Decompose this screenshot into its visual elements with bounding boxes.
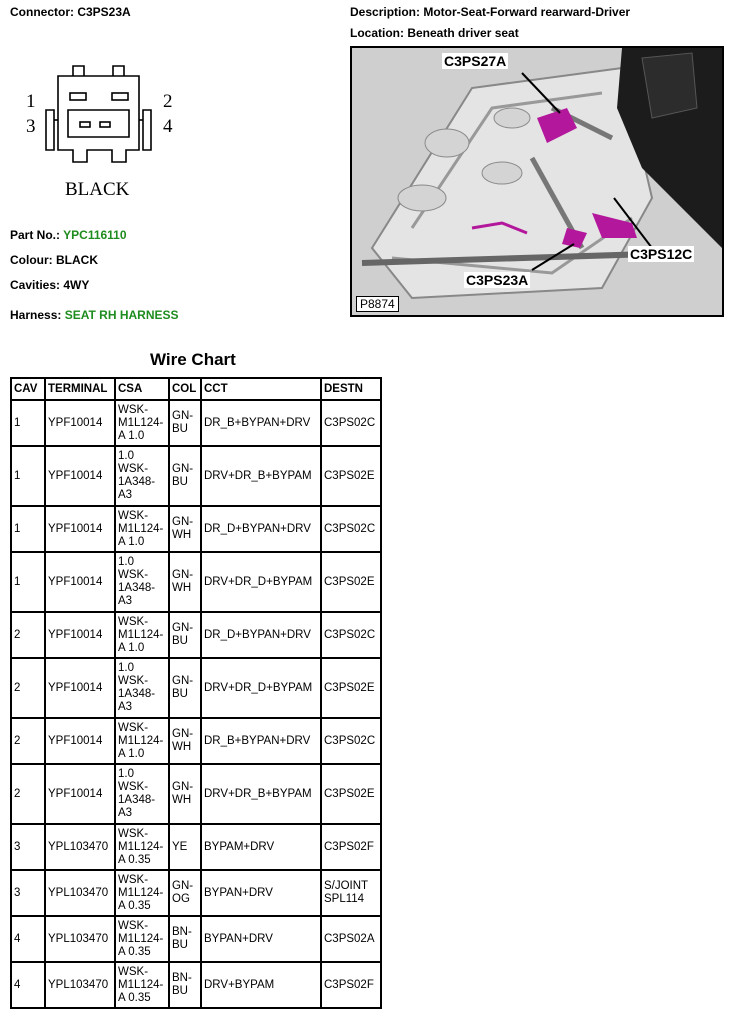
cell-destn: C3PS02E xyxy=(321,446,381,506)
harness-value: SEAT RH HARNESS xyxy=(64,308,179,322)
wire-chart-table xyxy=(10,377,382,1009)
cell-csa: WSK- M1L124- A 1.0 xyxy=(115,612,169,658)
cell-col: GN- WH xyxy=(169,552,201,612)
header-cav: CAV xyxy=(11,378,45,400)
cell-destn: C3PS02F xyxy=(321,962,381,1008)
cell-col: GN- BU xyxy=(169,658,201,718)
header-destn: DESTN xyxy=(321,378,381,400)
table-row xyxy=(11,612,381,658)
cell-cav: 1 xyxy=(11,506,45,552)
table-row xyxy=(11,506,381,552)
cell-csa: 1.0 WSK- 1A348- A3 xyxy=(115,764,169,824)
cell-terminal: YPL103470 xyxy=(45,962,115,1008)
cell-terminal: YPL103470 xyxy=(45,824,115,870)
cell-csa: WSK- M1L124- A 1.0 xyxy=(115,506,169,552)
cell-cav: 2 xyxy=(11,718,45,764)
harness: Harness: SEAT RH HARNESS xyxy=(10,308,179,322)
table-row xyxy=(11,446,381,506)
cell-destn: C3PS02C xyxy=(321,718,381,764)
header-terminal: TERMINAL xyxy=(45,378,115,400)
seat-frame-drawing xyxy=(352,48,722,315)
cell-csa: 1.0 WSK- 1A348- A3 xyxy=(115,446,169,506)
cell-col: GN- WH xyxy=(169,764,201,824)
cell-csa: WSK- M1L124- A 1.0 xyxy=(115,718,169,764)
table-row xyxy=(11,962,381,1008)
cell-destn: C3PS02E xyxy=(321,552,381,612)
cell-cct: DRV+DR_B+BYPAM xyxy=(201,446,321,506)
table-row xyxy=(11,658,381,718)
cell-terminal: YPF10014 xyxy=(45,400,115,446)
connector-color-label: BLACK xyxy=(65,179,130,200)
cell-cct: DR_B+BYPAN+DRV xyxy=(201,400,321,446)
cell-cct: DRV+DR_D+BYPAM xyxy=(201,552,321,612)
cell-destn: C3PS02A xyxy=(321,916,381,962)
cell-cct: BYPAM+DRV xyxy=(201,824,321,870)
table-row xyxy=(11,916,381,962)
cell-cav: 2 xyxy=(11,764,45,824)
pin-4-label: 4 xyxy=(163,116,173,137)
connector-id: Connector: C3PS23A xyxy=(10,5,131,19)
colour: Colour: BLACK xyxy=(10,253,98,267)
cell-cav: 1 xyxy=(11,400,45,446)
cell-destn: S/JOINT SPL114 xyxy=(321,870,381,916)
pin-2-label: 2 xyxy=(163,91,173,112)
callout-c3ps12c: C3PS12C xyxy=(630,246,693,262)
cell-col: GN- WH xyxy=(169,506,201,552)
table-row xyxy=(11,718,381,764)
cell-cct: DR_B+BYPAN+DRV xyxy=(201,718,321,764)
cell-terminal: YPL103470 xyxy=(45,870,115,916)
cell-cct: DRV+DR_B+BYPAM xyxy=(201,764,321,824)
cell-cav: 2 xyxy=(11,658,45,718)
cell-csa: WSK- M1L124- A 0.35 xyxy=(115,824,169,870)
cell-col: GN- BU xyxy=(169,446,201,506)
pin-1-label: 1 xyxy=(26,91,36,112)
cell-cct: DRV+BYPAM xyxy=(201,962,321,1008)
location-photo xyxy=(350,46,724,317)
cell-col: GN- WH xyxy=(169,718,201,764)
location: Location: Beneath driver seat xyxy=(350,26,519,40)
header-col: COL xyxy=(169,378,201,400)
wire-chart-title: Wire Chart xyxy=(150,350,236,369)
cell-col: YE xyxy=(169,824,201,870)
table-row xyxy=(11,824,381,870)
photo-id: P8874 xyxy=(356,296,399,312)
callout-c3ps23a: C3PS23A xyxy=(466,272,529,288)
cell-terminal: YPF10014 xyxy=(45,552,115,612)
cell-csa: 1.0 WSK- 1A348- A3 xyxy=(115,658,169,718)
cell-cct: DR_D+BYPAN+DRV xyxy=(201,506,321,552)
cell-cav: 1 xyxy=(11,446,45,506)
cell-col: GN- OG xyxy=(169,870,201,916)
cell-col: GN- BU xyxy=(169,612,201,658)
table-row xyxy=(11,870,381,916)
cell-terminal: YPL103470 xyxy=(45,916,115,962)
cell-cct: BYPAN+DRV xyxy=(201,916,321,962)
table-row xyxy=(11,764,381,824)
cell-cav: 4 xyxy=(11,962,45,1008)
cell-terminal: YPF10014 xyxy=(45,446,115,506)
cell-cav: 2 xyxy=(11,612,45,658)
cell-col: GN- BU xyxy=(169,400,201,446)
cell-destn: C3PS02E xyxy=(321,658,381,718)
cell-destn: C3PS02C xyxy=(321,612,381,658)
cell-terminal: YPF10014 xyxy=(45,506,115,552)
cell-terminal: YPF10014 xyxy=(45,718,115,764)
table-row xyxy=(11,400,381,446)
cell-cav: 4 xyxy=(11,916,45,962)
part-number: Part No.: YPC116110 xyxy=(10,228,127,242)
part-number-value: YPC116110 xyxy=(63,228,127,242)
cell-csa: 1.0 WSK- 1A348- A3 xyxy=(115,552,169,612)
wire-chart-body xyxy=(11,400,381,1008)
description: Description: Motor-Seat-Forward rearward-Driver xyxy=(350,5,631,19)
cell-cav: 1 xyxy=(11,552,45,612)
cell-csa: WSK- M1L124- A 0.35 xyxy=(115,962,169,1008)
connector-face-drawing xyxy=(40,62,155,166)
callout-c3ps27a: C3PS27A xyxy=(444,53,507,69)
cell-terminal: YPF10014 xyxy=(45,764,115,824)
cell-destn: C3PS02C xyxy=(321,506,381,552)
cell-destn: C3PS02C xyxy=(321,400,381,446)
header-cct: CCT xyxy=(201,378,321,400)
cell-terminal: YPF10014 xyxy=(45,658,115,718)
pin-3-label: 3 xyxy=(26,116,36,137)
cell-csa: WSK- M1L124- A 0.35 xyxy=(115,870,169,916)
cell-cct: DRV+DR_D+BYPAM xyxy=(201,658,321,718)
cell-cct: DR_D+BYPAN+DRV xyxy=(201,612,321,658)
cell-destn: C3PS02E xyxy=(321,764,381,824)
cell-col: BN- BU xyxy=(169,916,201,962)
cell-terminal: YPF10014 xyxy=(45,612,115,658)
table-row xyxy=(11,552,381,612)
cavities: Cavities: 4WY xyxy=(10,278,90,292)
cell-csa: WSK- M1L124- A 1.0 xyxy=(115,400,169,446)
header-csa: CSA xyxy=(115,378,169,400)
table-header-row xyxy=(11,378,381,400)
cell-cav: 3 xyxy=(11,870,45,916)
cell-csa: WSK- M1L124- A 0.35 xyxy=(115,916,169,962)
cell-col: BN- BU xyxy=(169,962,201,1008)
cell-cav: 3 xyxy=(11,824,45,870)
cell-cct: BYPAN+DRV xyxy=(201,870,321,916)
cell-destn: C3PS02F xyxy=(321,824,381,870)
